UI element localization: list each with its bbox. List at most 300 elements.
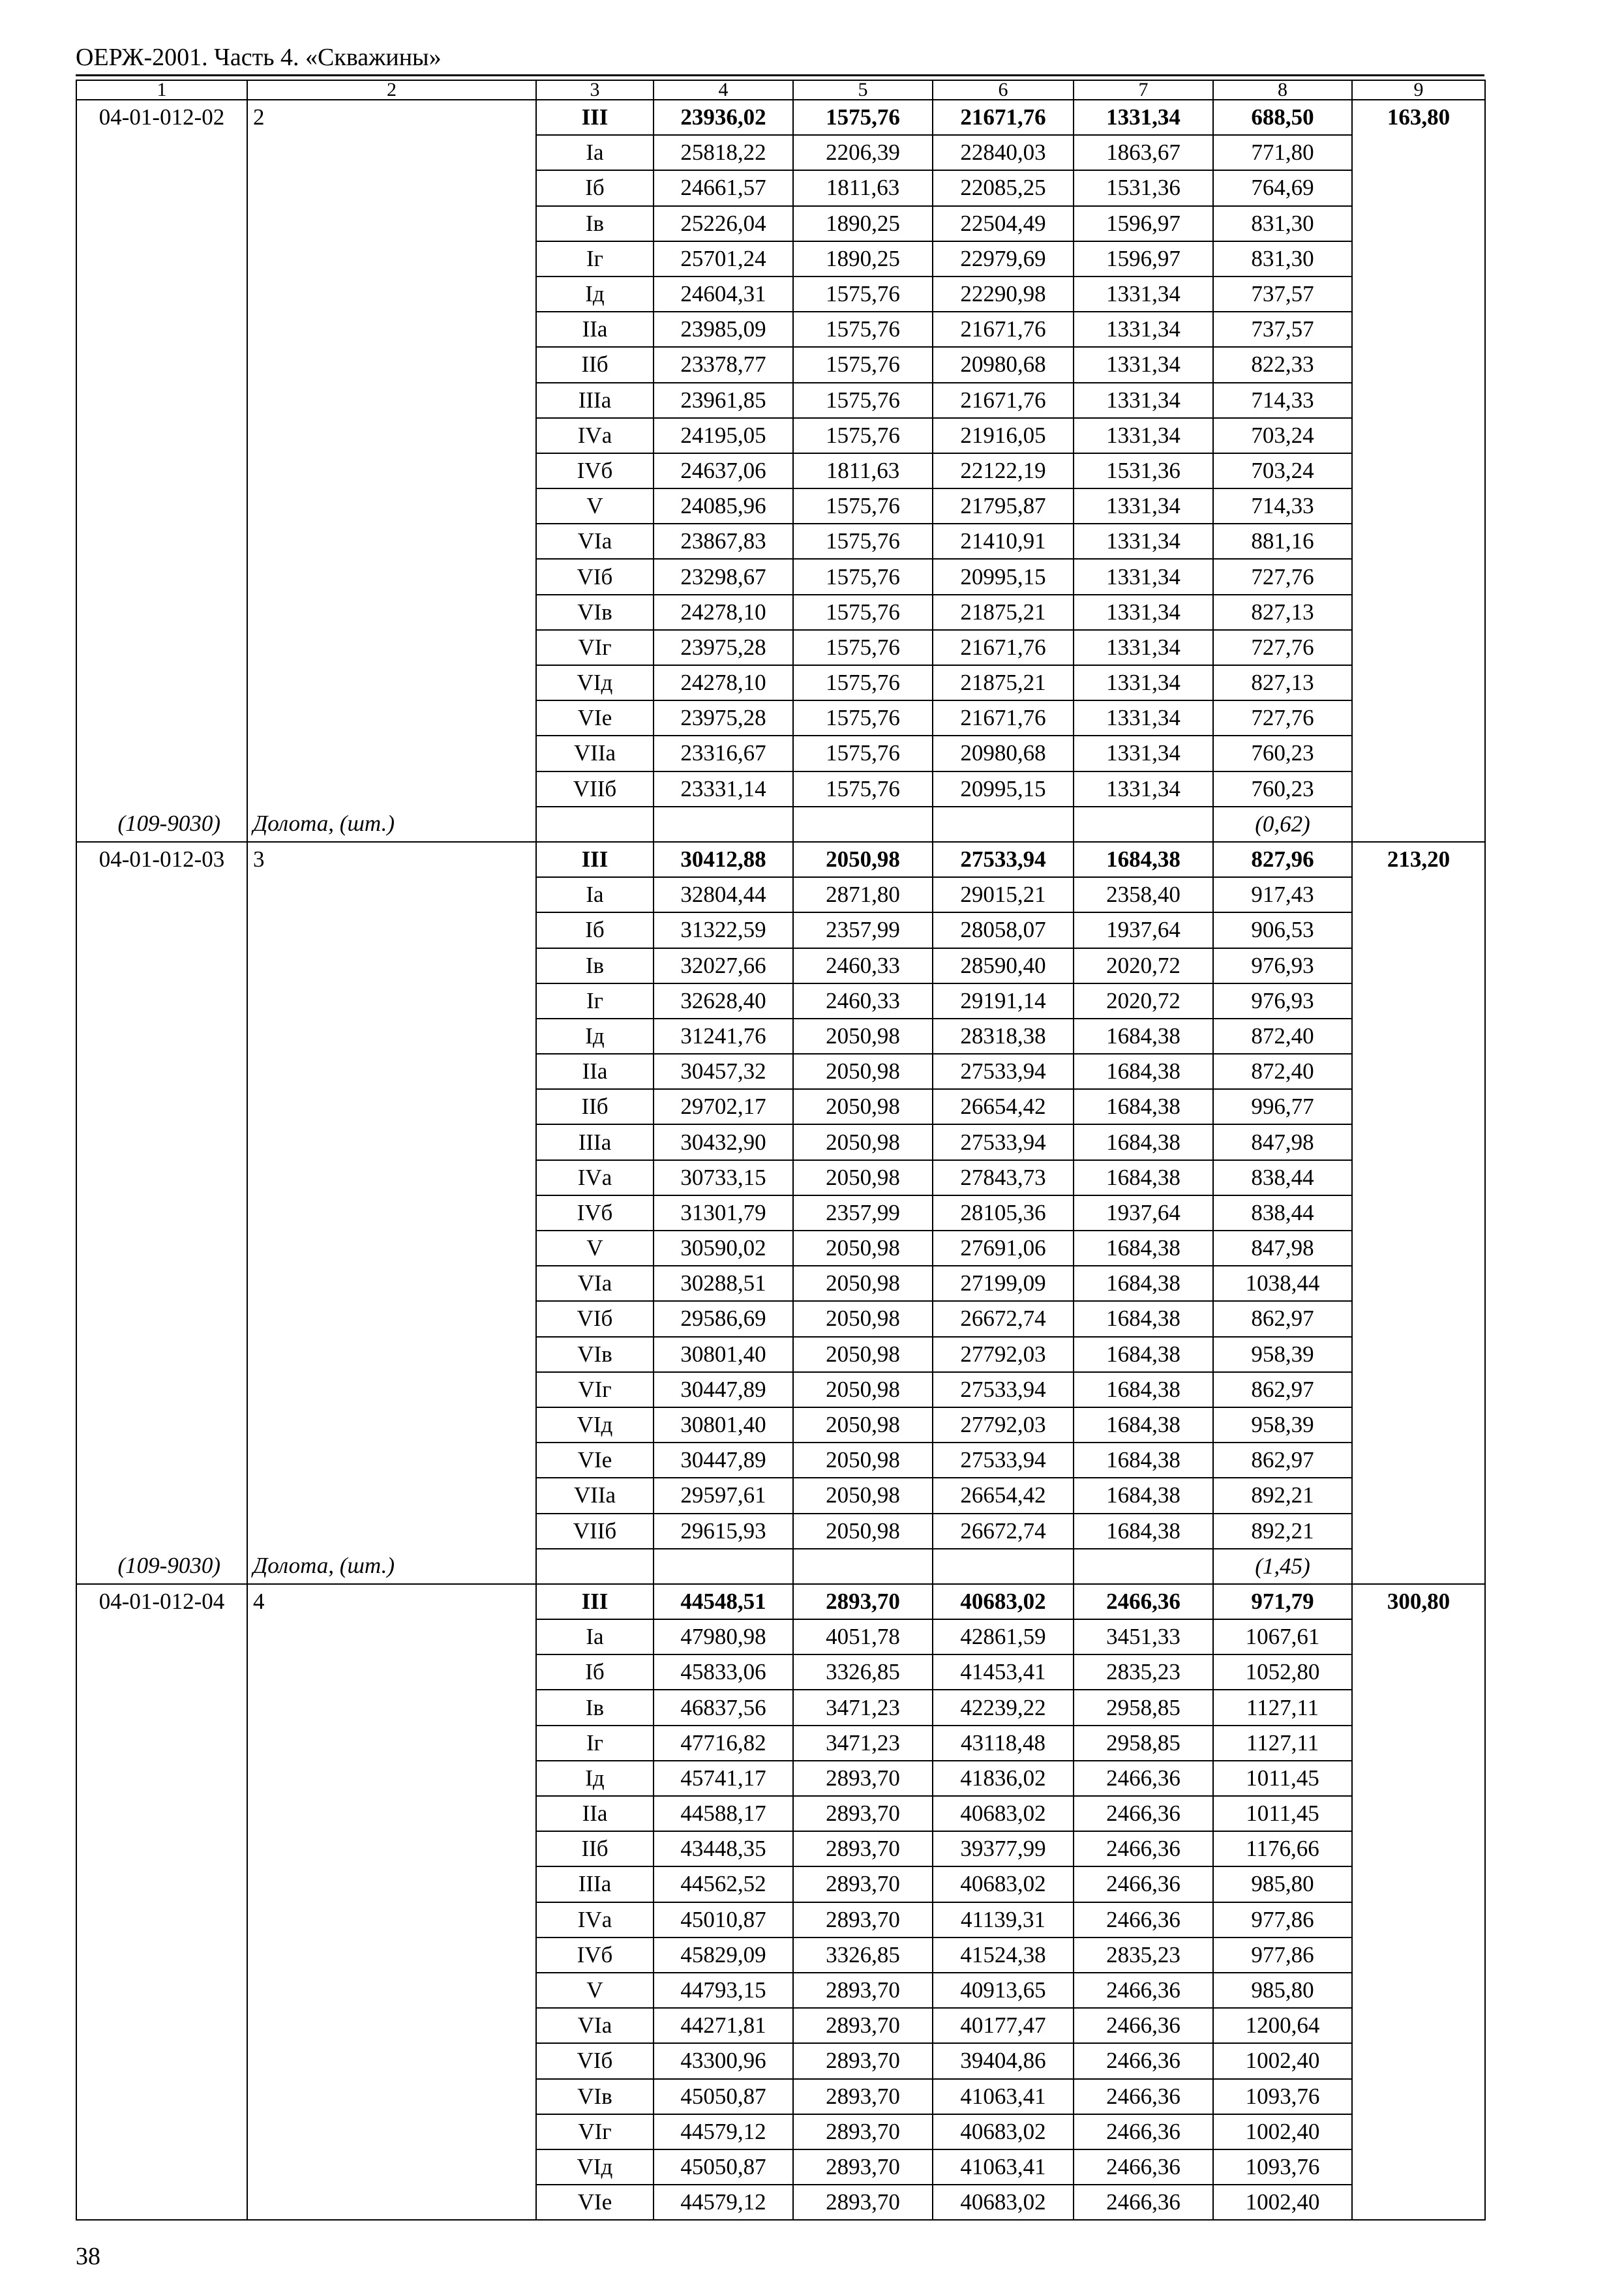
zone-cell: Iд <box>536 1761 654 1796</box>
wages-cell: 2050,98 <box>793 1089 933 1124</box>
machines-cell: 40683,02 <box>933 1584 1074 1619</box>
zone-cell: Iб <box>536 912 654 948</box>
total-cost-cell: 47980,98 <box>654 1619 793 1654</box>
materials-cell: 971,79 <box>1213 1584 1352 1619</box>
materials-cell: 760,23 <box>1213 771 1352 807</box>
machinists-wages-cell: 2835,23 <box>1074 1937 1213 1973</box>
materials-cell: 827,13 <box>1213 665 1352 700</box>
zone-cell: Iв <box>536 1690 654 1725</box>
total-cost-cell: 23298,67 <box>654 559 793 594</box>
zone-cell: VIг <box>536 2114 654 2149</box>
machines-cell: 42861,59 <box>933 1619 1074 1654</box>
materials-cell: 976,93 <box>1213 948 1352 983</box>
material-note-row <box>76 1549 1485 1584</box>
machines-cell: 27792,03 <box>933 1337 1074 1372</box>
machinists-wages-cell: 2835,23 <box>1074 1654 1213 1690</box>
wages-cell: 3471,23 <box>793 1690 933 1725</box>
materials-cell: 838,44 <box>1213 1160 1352 1195</box>
machinists-wages-cell: 1331,34 <box>1074 488 1213 524</box>
empty-cell <box>536 807 654 842</box>
zone-cell: VIг <box>536 1372 654 1407</box>
machines-cell: 27533,94 <box>933 1443 1074 1478</box>
machines-cell: 22290,98 <box>933 277 1074 312</box>
column-number: 3 <box>536 80 654 100</box>
machinists-wages-cell: 1331,34 <box>1074 595 1213 630</box>
machinists-wages-cell: 1531,36 <box>1074 170 1213 205</box>
total-cost-cell: 30412,88 <box>654 842 793 877</box>
total-cost-cell: 25818,22 <box>654 135 793 170</box>
machines-cell: 43118,48 <box>933 1726 1074 1761</box>
total-cost-cell: 43300,96 <box>654 2043 793 2078</box>
machinists-wages-cell: 2958,85 <box>1074 1690 1213 1725</box>
materials-cell: 831,30 <box>1213 241 1352 277</box>
machines-cell: 29191,14 <box>933 983 1074 1019</box>
wages-cell: 2050,98 <box>793 1124 933 1159</box>
materials-cell: 1038,44 <box>1213 1266 1352 1301</box>
machines-cell: 40683,02 <box>933 1796 1074 1831</box>
wages-cell: 2893,70 <box>793 2043 933 2078</box>
total-cost-cell: 45741,17 <box>654 1761 793 1796</box>
zone-cell: VIб <box>536 559 654 594</box>
total-cost-cell: 45050,87 <box>654 2079 793 2114</box>
machines-cell: 41139,31 <box>933 1902 1074 1937</box>
zone-cell: VIе <box>536 1443 654 1478</box>
zone-cell: VIе <box>536 2185 654 2220</box>
wages-cell: 4051,78 <box>793 1619 933 1654</box>
machinists-wages-cell: 1331,34 <box>1074 771 1213 807</box>
total-cost-cell: 31322,59 <box>654 912 793 948</box>
materials-cell: 727,76 <box>1213 630 1352 665</box>
machines-cell: 40913,65 <box>933 1973 1074 2008</box>
table-body <box>76 80 1485 2220</box>
wages-cell: 1575,76 <box>793 665 933 700</box>
total-cost-cell: 29615,93 <box>654 1514 793 1549</box>
empty-cell <box>654 807 793 842</box>
machinists-wages-cell: 3451,33 <box>1074 1619 1213 1654</box>
machinists-wages-cell: 2358,40 <box>1074 877 1213 912</box>
wages-cell: 2893,70 <box>793 1902 933 1937</box>
material-code: (109-9030) <box>76 1549 247 1584</box>
table-row <box>76 842 1485 877</box>
labor-cost-cell: 163,80 <box>1352 100 1485 842</box>
zone-cell: Iа <box>536 877 654 912</box>
machines-cell: 26654,42 <box>933 1089 1074 1124</box>
zone-cell: IVа <box>536 1160 654 1195</box>
machinists-wages-cell: 1684,38 <box>1074 1443 1213 1478</box>
zone-cell: VIа <box>536 524 654 559</box>
machinists-wages-cell: 1531,36 <box>1074 453 1213 488</box>
machines-cell: 27843,73 <box>933 1160 1074 1195</box>
materials-cell: 892,21 <box>1213 1478 1352 1513</box>
zone-cell: VIIа <box>536 1478 654 1513</box>
total-cost-cell: 24661,57 <box>654 170 793 205</box>
zone-cell: IVб <box>536 1937 654 1973</box>
total-cost-cell: 30447,89 <box>654 1372 793 1407</box>
machinists-wages-cell: 2466,36 <box>1074 1866 1213 1902</box>
machinists-wages-cell: 2020,72 <box>1074 983 1213 1019</box>
zone-cell: Iа <box>536 135 654 170</box>
machinists-wages-cell: 1684,38 <box>1074 1054 1213 1089</box>
machinists-wages-cell: 1331,34 <box>1074 630 1213 665</box>
material-name: Долота, (шт.) <box>247 1549 536 1584</box>
total-cost-cell: 44562,52 <box>654 1866 793 1902</box>
total-cost-cell: 23961,85 <box>654 383 793 418</box>
materials-cell: 977,86 <box>1213 1937 1352 1973</box>
materials-cell: 838,44 <box>1213 1195 1352 1231</box>
empty-cell <box>1074 807 1213 842</box>
machinists-wages-cell: 1684,38 <box>1074 1478 1213 1513</box>
rates-table <box>76 80 1486 2221</box>
machinists-wages-cell: 2466,36 <box>1074 2149 1213 2185</box>
wages-cell: 1575,76 <box>793 630 933 665</box>
materials-cell: 1093,76 <box>1213 2079 1352 2114</box>
zone-cell: Iв <box>536 948 654 983</box>
machinists-wages-cell: 1331,34 <box>1074 418 1213 453</box>
total-cost-cell: 30801,40 <box>654 1337 793 1372</box>
machines-cell: 21671,76 <box>933 100 1074 135</box>
materials-cell: 917,43 <box>1213 877 1352 912</box>
total-cost-cell: 23975,28 <box>654 700 793 736</box>
machines-cell: 41453,41 <box>933 1654 1074 1690</box>
zone-cell: V <box>536 1973 654 2008</box>
wages-cell: 2893,70 <box>793 1584 933 1619</box>
wages-cell: 1575,76 <box>793 559 933 594</box>
wages-cell: 1575,76 <box>793 383 933 418</box>
total-cost-cell: 30432,90 <box>654 1124 793 1159</box>
machinists-wages-cell: 1684,38 <box>1074 1337 1213 1372</box>
total-cost-cell: 24604,31 <box>654 277 793 312</box>
wages-cell: 1811,63 <box>793 453 933 488</box>
total-cost-cell: 25226,04 <box>654 206 793 241</box>
zone-cell: VIа <box>536 2008 654 2043</box>
total-cost-cell: 30288,51 <box>654 1266 793 1301</box>
wages-cell: 1575,76 <box>793 312 933 347</box>
wages-cell: 2893,70 <box>793 2149 933 2185</box>
column-number: 1 <box>76 80 247 100</box>
machines-cell: 27533,94 <box>933 1372 1074 1407</box>
zone-cell: Iд <box>536 277 654 312</box>
labor-cost-cell: 213,20 <box>1352 842 1485 1584</box>
zone-cell: V <box>536 488 654 524</box>
machinists-wages-cell: 2466,36 <box>1074 1584 1213 1619</box>
machines-cell: 40683,02 <box>933 1866 1074 1902</box>
machinists-wages-cell: 2958,85 <box>1074 1726 1213 1761</box>
materials-cell: 847,98 <box>1213 1124 1352 1159</box>
zone-cell: IIб <box>536 347 654 382</box>
materials-cell: 714,33 <box>1213 488 1352 524</box>
wages-cell: 2050,98 <box>793 1266 933 1301</box>
zone-cell: IVа <box>536 418 654 453</box>
total-cost-cell: 45010,87 <box>654 1902 793 1937</box>
rate-code: 04-01-012-04 <box>76 1584 247 2220</box>
materials-cell: 976,93 <box>1213 983 1352 1019</box>
materials-cell: 862,97 <box>1213 1372 1352 1407</box>
table-row <box>76 100 1485 135</box>
machinists-wages-cell: 1596,97 <box>1074 241 1213 277</box>
total-cost-cell: 29586,69 <box>654 1301 793 1336</box>
machines-cell: 26672,74 <box>933 1301 1074 1336</box>
machines-cell: 39377,99 <box>933 1831 1074 1866</box>
materials-cell: 1127,11 <box>1213 1726 1352 1761</box>
total-cost-cell: 30801,40 <box>654 1407 793 1443</box>
rate-name: 3 <box>247 842 536 1549</box>
wages-cell: 1811,63 <box>793 170 933 205</box>
total-cost-cell: 45829,09 <box>654 1937 793 1973</box>
machines-cell: 21671,76 <box>933 700 1074 736</box>
machinists-wages-cell: 2466,36 <box>1074 1831 1213 1866</box>
machinists-wages-cell: 1331,34 <box>1074 524 1213 559</box>
zone-cell: VIб <box>536 1301 654 1336</box>
machinists-wages-cell: 1684,38 <box>1074 1301 1213 1336</box>
wages-cell: 2460,33 <box>793 983 933 1019</box>
machinists-wages-cell: 1684,38 <box>1074 1089 1213 1124</box>
empty-cell <box>933 807 1074 842</box>
wages-cell: 2050,98 <box>793 1231 933 1266</box>
total-cost-cell: 44588,17 <box>654 1796 793 1831</box>
machinists-wages-cell: 1331,34 <box>1074 559 1213 594</box>
machines-cell: 21671,76 <box>933 312 1074 347</box>
zone-cell: Iд <box>536 1019 654 1054</box>
material-code: (109-9030) <box>76 807 247 842</box>
total-cost-cell: 30733,15 <box>654 1160 793 1195</box>
machines-cell: 22085,25 <box>933 170 1074 205</box>
machines-cell: 41063,41 <box>933 2079 1074 2114</box>
machinists-wages-cell: 2466,36 <box>1074 2079 1213 2114</box>
total-cost-cell: 44579,12 <box>654 2114 793 2149</box>
zone-cell: VIб <box>536 2043 654 2078</box>
materials-cell: 764,69 <box>1213 170 1352 205</box>
machines-cell: 39404,86 <box>933 2043 1074 2078</box>
materials-cell: 906,53 <box>1213 912 1352 948</box>
machinists-wages-cell: 1684,38 <box>1074 1372 1213 1407</box>
machinists-wages-cell: 1684,38 <box>1074 1019 1213 1054</box>
materials-cell: 1093,76 <box>1213 2149 1352 2185</box>
total-cost-cell: 29702,17 <box>654 1089 793 1124</box>
wages-cell: 2050,98 <box>793 1514 933 1549</box>
materials-cell: 881,16 <box>1213 524 1352 559</box>
materials-cell: 847,98 <box>1213 1231 1352 1266</box>
machines-cell: 40683,02 <box>933 2185 1074 2220</box>
machinists-wages-cell: 1684,38 <box>1074 1266 1213 1301</box>
machinists-wages-cell: 1684,38 <box>1074 1124 1213 1159</box>
machinists-wages-cell: 1684,38 <box>1074 1407 1213 1443</box>
total-cost-cell: 23331,14 <box>654 771 793 807</box>
zone-cell: III <box>536 842 654 877</box>
machines-cell: 21671,76 <box>933 383 1074 418</box>
machines-cell: 21671,76 <box>933 630 1074 665</box>
machines-cell: 41836,02 <box>933 1761 1074 1796</box>
zone-cell: IIб <box>536 1831 654 1866</box>
machines-cell: 28318,38 <box>933 1019 1074 1054</box>
machines-cell: 20995,15 <box>933 771 1074 807</box>
wages-cell: 1575,76 <box>793 488 933 524</box>
wages-cell: 1575,76 <box>793 418 933 453</box>
materials-cell: 827,96 <box>1213 842 1352 877</box>
zone-cell: IIб <box>536 1089 654 1124</box>
machines-cell: 28058,07 <box>933 912 1074 948</box>
machinists-wages-cell: 1937,64 <box>1074 1195 1213 1231</box>
empty-cell <box>654 1549 793 1584</box>
machines-cell: 22840,03 <box>933 135 1074 170</box>
wages-cell: 2893,70 <box>793 1796 933 1831</box>
machines-cell: 41063,41 <box>933 2149 1074 2185</box>
materials-cell: 996,77 <box>1213 1089 1352 1124</box>
total-cost-cell: 24278,10 <box>654 595 793 630</box>
zone-cell: VIг <box>536 630 654 665</box>
machines-cell: 42239,22 <box>933 1690 1074 1725</box>
materials-cell: 892,21 <box>1213 1514 1352 1549</box>
zone-cell: IVа <box>536 1902 654 1937</box>
total-cost-cell: 32804,44 <box>654 877 793 912</box>
materials-cell: 872,40 <box>1213 1019 1352 1054</box>
total-cost-cell: 31301,79 <box>654 1195 793 1231</box>
zone-cell: Iг <box>536 241 654 277</box>
materials-cell: 1002,40 <box>1213 2114 1352 2149</box>
wages-cell: 2893,70 <box>793 2008 933 2043</box>
wages-cell: 2050,98 <box>793 1443 933 1478</box>
machinists-wages-cell: 1331,34 <box>1074 277 1213 312</box>
materials-cell: 1200,64 <box>1213 2008 1352 2043</box>
empty-cell <box>793 1549 933 1584</box>
empty-cell <box>1074 1549 1213 1584</box>
total-cost-cell: 24085,96 <box>654 488 793 524</box>
total-cost-cell: 30590,02 <box>654 1231 793 1266</box>
wages-cell: 2893,70 <box>793 2079 933 2114</box>
machinists-wages-cell: 2466,36 <box>1074 2008 1213 2043</box>
total-cost-cell: 46837,56 <box>654 1690 793 1725</box>
zone-cell: VIIб <box>536 1514 654 1549</box>
materials-cell: 703,24 <box>1213 453 1352 488</box>
material-name: Долота, (шт.) <box>247 807 536 842</box>
machinists-wages-cell: 1684,38 <box>1074 842 1213 877</box>
materials-cell: 958,39 <box>1213 1407 1352 1443</box>
zone-cell: VIв <box>536 2079 654 2114</box>
zone-cell: IIIа <box>536 1124 654 1159</box>
column-number: 8 <box>1213 80 1352 100</box>
wages-cell: 2893,70 <box>793 2185 933 2220</box>
zone-cell: Iб <box>536 170 654 205</box>
page-header: ОЕРЖ-2001. Часть 4. «Скважины» <box>76 44 442 71</box>
wages-cell: 2050,98 <box>793 1054 933 1089</box>
total-cost-cell: 24195,05 <box>654 418 793 453</box>
zone-cell: V <box>536 1231 654 1266</box>
total-cost-cell: 45050,87 <box>654 2149 793 2185</box>
machinists-wages-cell: 2020,72 <box>1074 948 1213 983</box>
wages-cell: 2893,70 <box>793 1973 933 2008</box>
materials-cell: 1002,40 <box>1213 2185 1352 2220</box>
materials-cell: 703,24 <box>1213 418 1352 453</box>
wages-cell: 1575,76 <box>793 771 933 807</box>
empty-cell <box>793 807 933 842</box>
machinists-wages-cell: 1331,34 <box>1074 700 1213 736</box>
materials-cell: 1052,80 <box>1213 1654 1352 1690</box>
material-quantity: (1,45) <box>1213 1549 1352 1584</box>
machinists-wages-cell: 2466,36 <box>1074 2043 1213 2078</box>
total-cost-cell: 32628,40 <box>654 983 793 1019</box>
zone-cell: Iг <box>536 983 654 1019</box>
wages-cell: 2893,70 <box>793 2114 933 2149</box>
empty-cell <box>933 1549 1074 1584</box>
wages-cell: 3471,23 <box>793 1726 933 1761</box>
machinists-wages-cell: 1596,97 <box>1074 206 1213 241</box>
zone-cell: VIа <box>536 1266 654 1301</box>
zone-cell: III <box>536 1584 654 1619</box>
wages-cell: 2050,98 <box>793 1337 933 1372</box>
wages-cell: 2206,39 <box>793 135 933 170</box>
materials-cell: 862,97 <box>1213 1301 1352 1336</box>
machinists-wages-cell: 2466,36 <box>1074 1796 1213 1831</box>
total-cost-cell: 29597,61 <box>654 1478 793 1513</box>
wages-cell: 1575,76 <box>793 524 933 559</box>
zone-cell: VIIб <box>536 771 654 807</box>
machines-cell: 22504,49 <box>933 206 1074 241</box>
wages-cell: 2357,99 <box>793 912 933 948</box>
total-cost-cell: 24278,10 <box>654 665 793 700</box>
machines-cell: 29015,21 <box>933 877 1074 912</box>
wages-cell: 1890,25 <box>793 241 933 277</box>
materials-cell: 862,97 <box>1213 1443 1352 1478</box>
machinists-wages-cell: 1684,38 <box>1074 1160 1213 1195</box>
machinists-wages-cell: 1684,38 <box>1074 1514 1213 1549</box>
machines-cell: 28590,40 <box>933 948 1074 983</box>
machinists-wages-cell: 1331,34 <box>1074 312 1213 347</box>
total-cost-cell: 44793,15 <box>654 1973 793 2008</box>
materials-cell: 1127,11 <box>1213 1690 1352 1725</box>
total-cost-cell: 23867,83 <box>654 524 793 559</box>
wages-cell: 2050,98 <box>793 1478 933 1513</box>
zone-cell: IIа <box>536 312 654 347</box>
materials-cell: 760,23 <box>1213 736 1352 771</box>
machines-cell: 22122,19 <box>933 453 1074 488</box>
machines-cell: 40683,02 <box>933 2114 1074 2149</box>
zone-cell: VIв <box>536 1337 654 1372</box>
column-number: 6 <box>933 80 1074 100</box>
total-cost-cell: 23975,28 <box>654 630 793 665</box>
wages-cell: 1575,76 <box>793 700 933 736</box>
machines-cell: 27533,94 <box>933 1054 1074 1089</box>
machines-cell: 27533,94 <box>933 1124 1074 1159</box>
wages-cell: 1575,76 <box>793 595 933 630</box>
materials-cell: 737,57 <box>1213 312 1352 347</box>
machinists-wages-cell: 2466,36 <box>1074 1761 1213 1796</box>
rate-code: 04-01-012-02 <box>76 100 247 807</box>
column-number: 5 <box>793 80 933 100</box>
materials-cell: 985,80 <box>1213 1866 1352 1902</box>
wages-cell: 2357,99 <box>793 1195 933 1231</box>
wages-cell: 1575,76 <box>793 100 933 135</box>
wages-cell: 3326,85 <box>793 1654 933 1690</box>
zone-cell: Iг <box>536 1726 654 1761</box>
column-number-row <box>76 80 1485 100</box>
machines-cell: 26672,74 <box>933 1514 1074 1549</box>
zone-cell: Iв <box>536 206 654 241</box>
total-cost-cell: 44548,51 <box>654 1584 793 1619</box>
materials-cell: 831,30 <box>1213 206 1352 241</box>
column-number: 4 <box>654 80 793 100</box>
total-cost-cell: 44579,12 <box>654 2185 793 2220</box>
total-cost-cell: 47716,82 <box>654 1726 793 1761</box>
materials-cell: 727,76 <box>1213 700 1352 736</box>
machinists-wages-cell: 1331,34 <box>1074 736 1213 771</box>
wages-cell: 1575,76 <box>793 347 933 382</box>
machinists-wages-cell: 2466,36 <box>1074 1973 1213 2008</box>
materials-cell: 1011,45 <box>1213 1761 1352 1796</box>
material-note-row <box>76 807 1485 842</box>
machinists-wages-cell: 2466,36 <box>1074 1902 1213 1937</box>
total-cost-cell: 23378,77 <box>654 347 793 382</box>
materials-cell: 1002,40 <box>1213 2043 1352 2078</box>
materials-cell: 977,86 <box>1213 1902 1352 1937</box>
